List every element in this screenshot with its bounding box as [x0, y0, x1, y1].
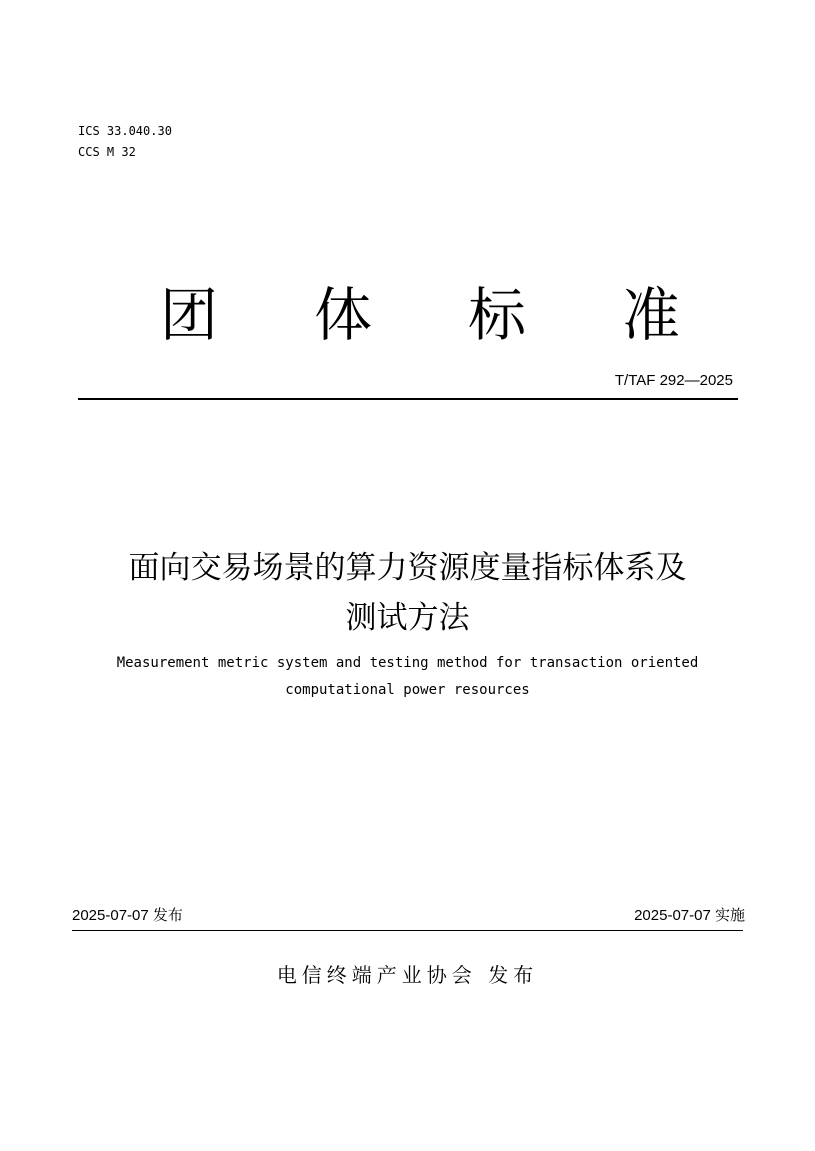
ccs-code: CCS M 32 — [78, 145, 136, 159]
title-chinese-line-1: 面向交易场景的算力资源度量指标体系及 — [128, 550, 687, 586]
title-chinese-line-2: 测试方法 — [345, 600, 470, 636]
publisher: 电信终端产业协会 发布 — [276, 963, 539, 987]
standard-number: T/TAF 292—2025 — [614, 372, 733, 389]
title-english-line-1: Measurement metric system and testing method for transaction oriented — [116, 655, 699, 671]
standard-type-char-4: 准 — [621, 281, 680, 349]
ics-code: ICS 33.040.30 — [78, 124, 172, 138]
title-english-line-2: computational power resources — [285, 682, 530, 698]
standard-type-heading — [160, 280, 680, 350]
standard-type-char-2: 体 — [313, 281, 372, 349]
standard-type-char-3: 标 — [467, 281, 526, 349]
release-date: 2025-07-07 发布 — [72, 907, 183, 924]
implementation-date: 2025-07-07 实施 — [634, 907, 745, 924]
header-divider — [78, 398, 738, 400]
standard-type-char-1: 团 — [160, 281, 219, 349]
footer-divider — [72, 930, 743, 931]
